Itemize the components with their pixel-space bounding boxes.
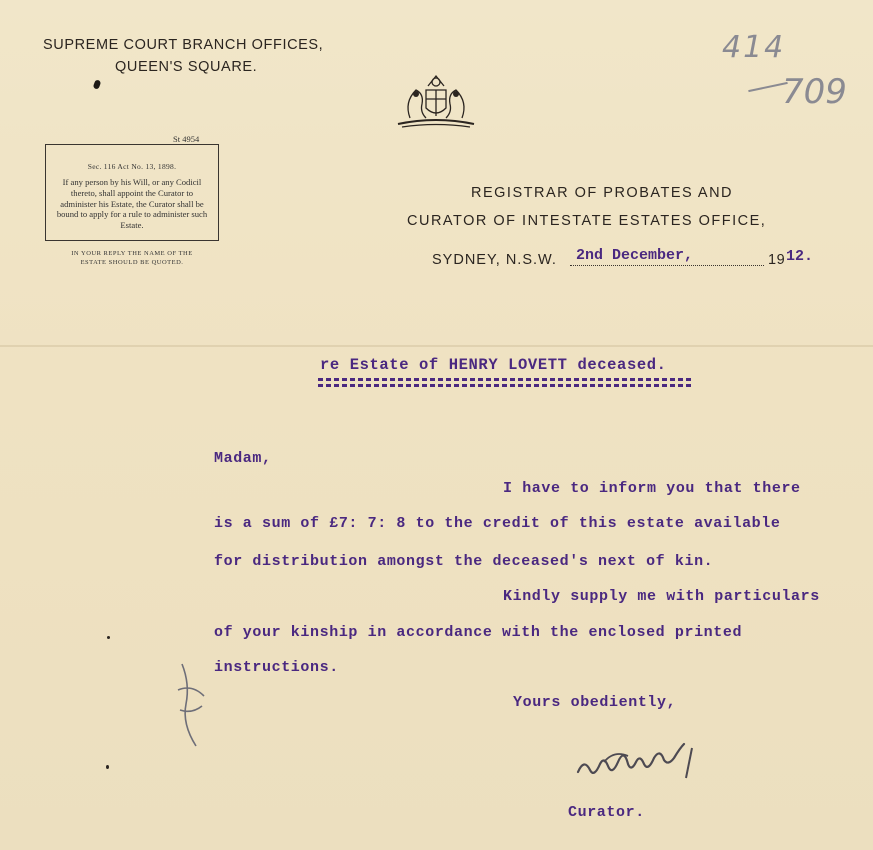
body-line-5: of your kinship in accordance with the enclosed printed — [214, 624, 743, 641]
signer-title: Curator. — [568, 804, 645, 821]
typed-date: 2nd December, — [576, 247, 694, 264]
paper-fold — [0, 345, 873, 347]
office-line-2: CURATOR OF INTESTATE ESTATES OFFICE, — [407, 213, 767, 229]
reply-note-line-1: IN YOUR REPLY THE NAME OF THE — [71, 250, 193, 257]
body-line-4: Kindly supply me with particulars — [503, 588, 820, 605]
branch-line-1: SUPREME COURT BRANCH OFFICES, — [43, 37, 324, 53]
statute-box — [45, 144, 219, 241]
place-label: SYDNEY, N.S.W. — [432, 252, 557, 268]
form-number: St 4954 — [173, 134, 200, 144]
branch-line-2: QUEEN'S SQUARE. — [115, 59, 258, 75]
body-line-2: is a sum of £7: 7: 8 to the credit of this estate available — [214, 515, 781, 532]
ink-blot — [93, 79, 102, 90]
subject-line: re Estate of HENRY LOVETT deceased. — [320, 356, 667, 374]
subject-underline — [318, 378, 692, 381]
salutation: Madam, — [214, 450, 272, 467]
office-line-1: REGISTRAR OF PROBATES AND — [471, 185, 734, 201]
closing: Yours obediently, — [513, 694, 677, 711]
coat-of-arms-emblem — [392, 72, 480, 132]
reply-note — [48, 249, 216, 267]
subject-underline-2 — [318, 384, 692, 387]
section-reference: Sec. 116 Act No. 13, 1898. — [87, 162, 177, 171]
year-prefix: 19 — [768, 252, 786, 268]
section-text: If any person by his Will, or any Codicil thereto, shall appoint the Curator to administer his Estate, the Curator shall be bound to apply for a rule to administer such Estate. — [56, 177, 208, 231]
body-line-1: I have to inform you that there — [503, 480, 801, 497]
year-suffix: 12. — [786, 248, 814, 265]
body-line-3: for distribution amongst the deceased's next of kin. — [214, 553, 714, 570]
signature — [574, 742, 714, 790]
margin-pencil-mark — [172, 660, 212, 750]
body-line-6: instructions. — [214, 659, 339, 676]
pencil-note-top: 414 — [722, 30, 786, 65]
dot-mark-1 — [107, 636, 110, 639]
reply-note-line-2: ESTATE SHOULD BE QUOTED. — [80, 259, 184, 266]
pencil-note-bottom: 709 — [782, 72, 847, 112]
dot-mark-2 — [106, 765, 109, 769]
date-dotted-line — [570, 265, 764, 266]
